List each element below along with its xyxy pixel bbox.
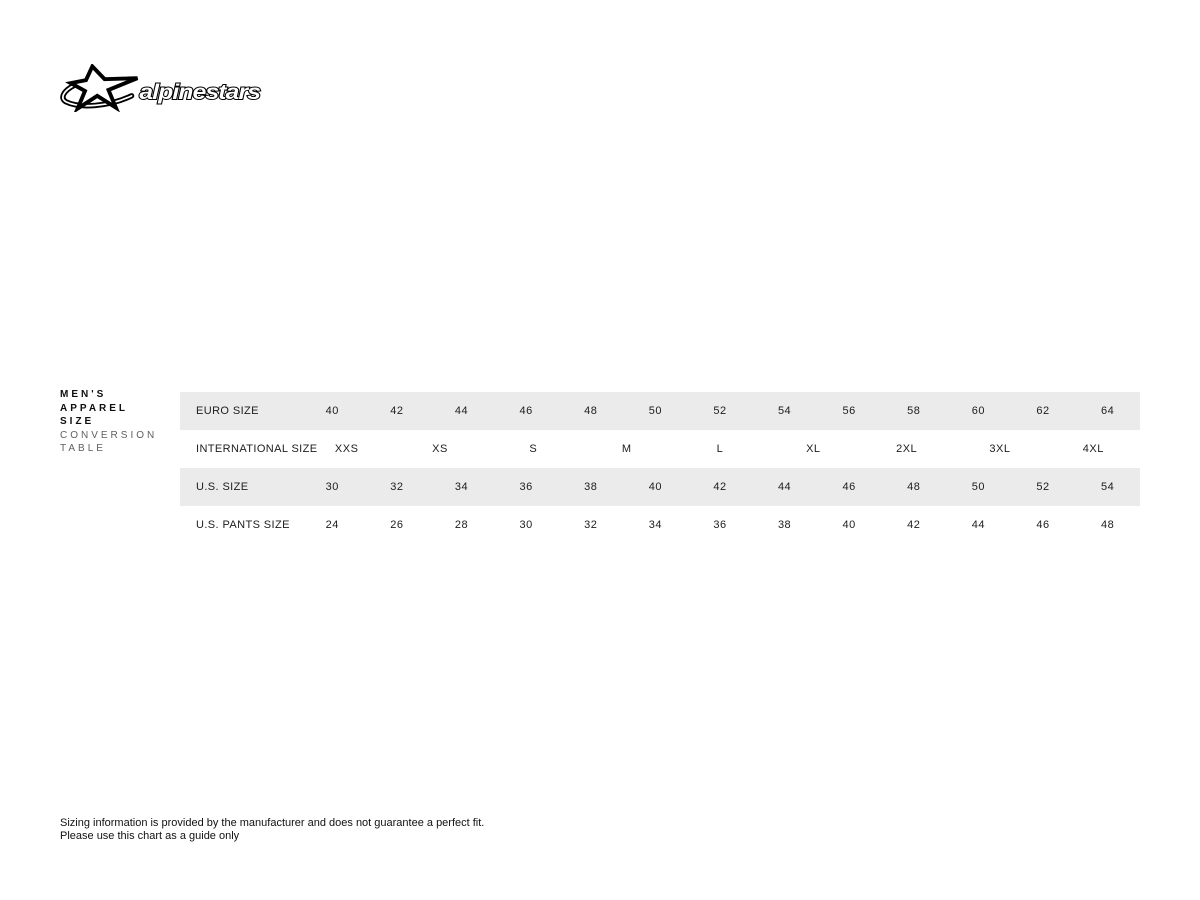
size-value: 58	[907, 405, 921, 417]
size-value: 44	[454, 405, 469, 417]
page-title-line: TABLE	[60, 443, 106, 454]
size-value: 40	[325, 405, 339, 417]
size-value: 48	[584, 405, 598, 417]
page-title-line: MEN'S	[60, 389, 107, 400]
size-value: 40	[648, 481, 662, 493]
row-values	[300, 519, 1140, 531]
size-value: 62	[1036, 405, 1050, 417]
size-value: 42	[713, 481, 727, 493]
disclaimer-line-1: Sizing information is provided by the manufacturer and does not guarantee a perfect fit.	[60, 817, 485, 829]
size-value: 36	[519, 481, 533, 493]
size-value: 52	[1036, 481, 1050, 493]
row-label: INTERNATIONAL SIZE	[196, 443, 318, 455]
row-values	[300, 405, 1140, 417]
size-value: XS	[432, 443, 448, 455]
alpinestars-logo-graphic	[58, 64, 264, 112]
size-value: 36	[713, 519, 727, 531]
size-value: 40	[842, 519, 856, 531]
size-value: 34	[648, 519, 662, 531]
table-row-us-size	[180, 468, 1140, 506]
size-conversion-table	[180, 392, 1140, 544]
size-value: 48	[1100, 519, 1115, 531]
size-value: 50	[971, 481, 986, 493]
size-value: 32	[390, 481, 404, 493]
size-value: 54	[1100, 481, 1115, 493]
disclaimer	[60, 817, 484, 842]
size-value: 34	[454, 481, 469, 493]
size-value: 42	[907, 519, 921, 531]
row-label: U.S. SIZE	[196, 481, 249, 493]
size-value: 54	[777, 405, 792, 417]
size-value: 30	[325, 481, 339, 493]
size-value: 38	[777, 519, 792, 531]
table-row-international-size	[180, 430, 1140, 468]
size-value: 32	[584, 519, 598, 531]
size-value: 26	[390, 519, 404, 531]
size-value: L	[716, 443, 724, 455]
size-value: 46	[519, 405, 533, 417]
page-title	[60, 388, 157, 456]
size-value: 2XL	[896, 443, 918, 455]
size-value: 28	[454, 519, 469, 531]
disclaimer-line-2: Please use this chart as a guide only	[60, 829, 240, 842]
alpinestars-logo	[58, 64, 264, 112]
logo-wordmark: alpinestars	[139, 78, 261, 104]
row-values	[300, 481, 1140, 493]
size-value: 44	[777, 481, 792, 493]
size-value: 64	[1100, 405, 1115, 417]
size-value: 42	[390, 405, 404, 417]
size-value: 46	[842, 481, 856, 493]
size-value: 24	[325, 519, 339, 531]
size-value: 4XL	[1082, 443, 1104, 455]
size-value: 48	[907, 481, 921, 493]
page-title-line: APPAREL	[60, 402, 129, 414]
page-title-line: SIZE	[60, 416, 95, 427]
size-value: XL	[806, 443, 821, 455]
size-value: XXS	[334, 443, 359, 455]
size-value: 50	[648, 405, 662, 417]
size-value: 46	[1036, 519, 1050, 531]
size-value: S	[529, 443, 538, 455]
table-row-us-pants-size	[180, 506, 1140, 544]
size-value: 30	[519, 519, 533, 531]
logo-star-icon	[71, 66, 138, 108]
size-value: M	[621, 443, 632, 455]
row-label: EURO SIZE	[196, 405, 259, 417]
row-label: U.S. PANTS SIZE	[196, 519, 290, 531]
page-title-line: CONVERSION	[60, 429, 158, 441]
size-value: 3XL	[989, 443, 1011, 455]
table-row-euro-size	[180, 392, 1140, 430]
row-values	[300, 443, 1140, 455]
size-value: 38	[584, 481, 598, 493]
size-value: 56	[842, 405, 856, 417]
size-value: 52	[713, 405, 727, 417]
size-value: 60	[971, 405, 986, 417]
size-value: 44	[971, 519, 986, 531]
